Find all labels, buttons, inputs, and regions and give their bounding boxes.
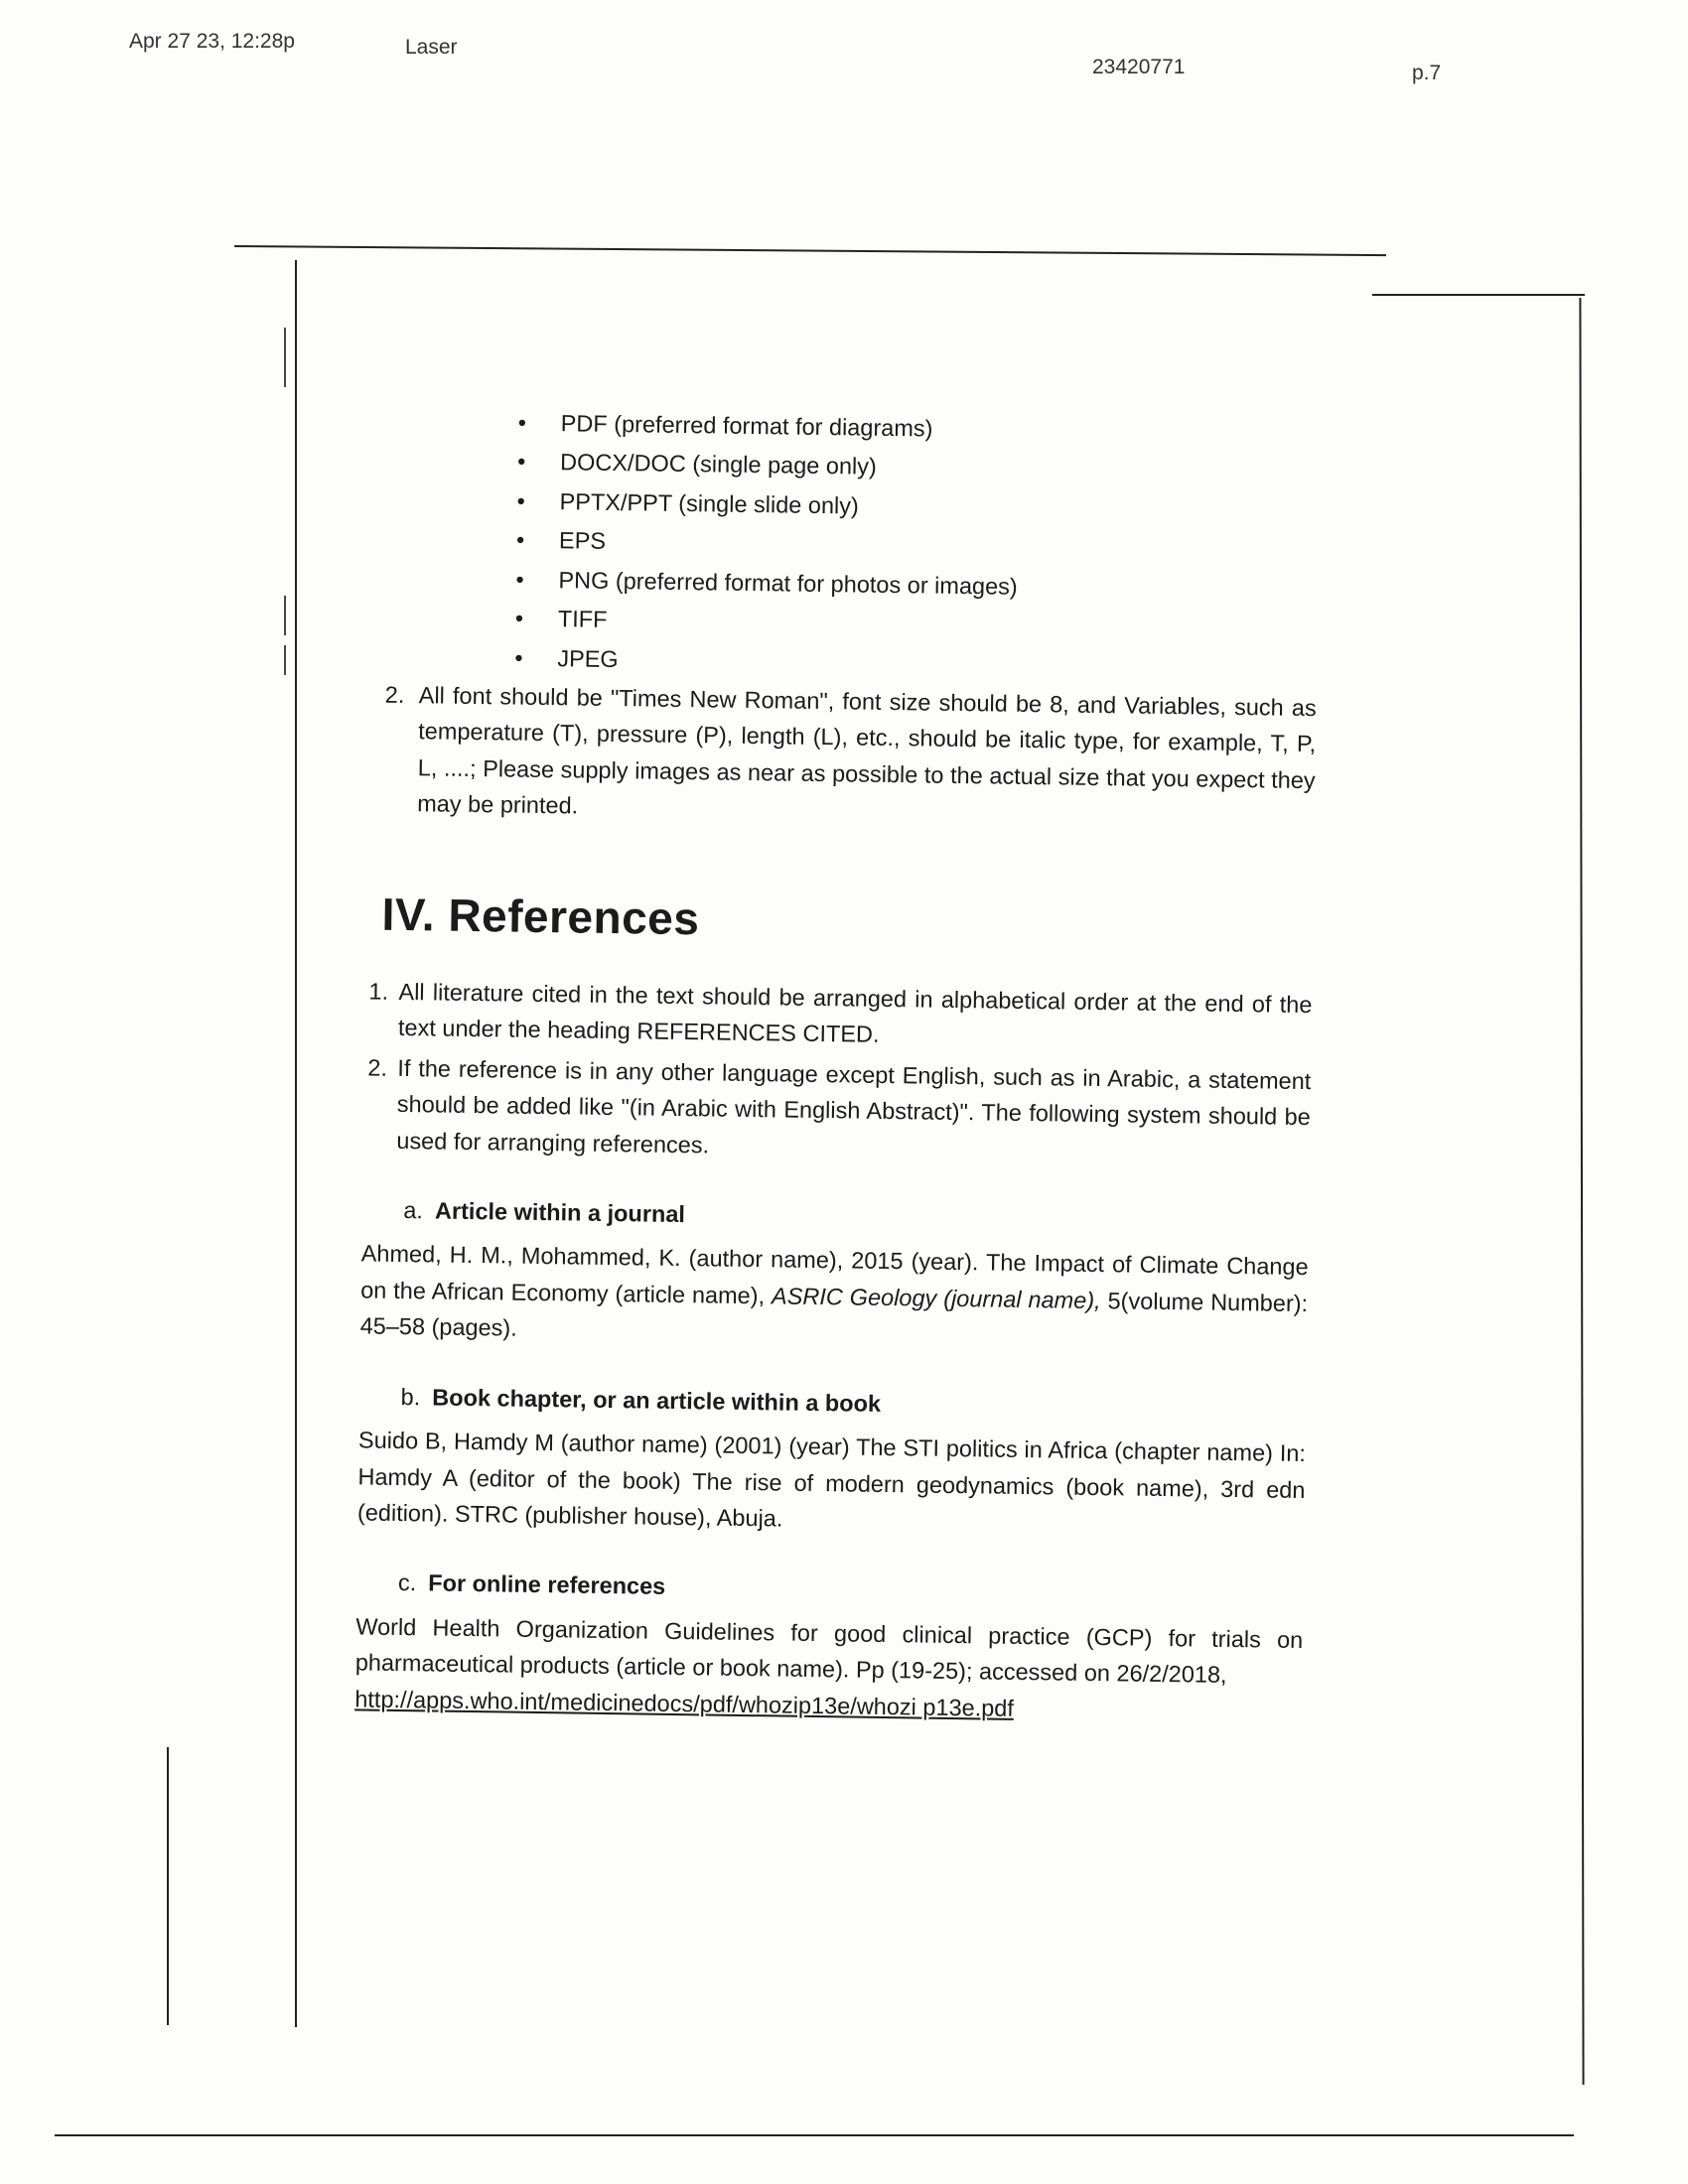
- online-subheading: [398, 1565, 1304, 1613]
- reference-url-link[interactable]: http://apps.who.int/medicinedocs/pdf/whozip13e/whozi p13e.pdf: [354, 1686, 1015, 1721]
- references-heading: IV. References: [381, 887, 700, 944]
- journal-example-text: Ahmed, H. M., Mohammed, K. (author name), 2015 (year). The Impact of Climate Change on the African Economy (article name),: [360, 1240, 1309, 1309]
- format-item-text: EPS: [558, 527, 607, 555]
- journal-example: [359, 1236, 1308, 1358]
- journal-subheading: [403, 1192, 1309, 1241]
- reference-rule-item: [329, 973, 1313, 1059]
- fax-number: 23420771: [1092, 56, 1186, 78]
- reference-rule-text: If the reference is in any other language except English, such as in Arabic, a statement should be added like "(in Arabic with English Abstract)". The following system should be used for arranging references.: [396, 1054, 1312, 1159]
- scan-mark: [284, 328, 286, 387]
- page-border-top: [234, 245, 1386, 256]
- fax-mode: Laser: [405, 36, 458, 59]
- format-item-text: PPTX/PPT (single slide only): [559, 488, 860, 519]
- list-item: • TIFF: [514, 605, 608, 633]
- format-list: [512, 405, 1321, 688]
- fax-date: Apr 27 23, 12:28p: [129, 30, 295, 53]
- book-letter: b.: [400, 1383, 421, 1411]
- format-item-text: JPEG: [557, 644, 619, 672]
- journal-title: Article within a journal: [434, 1197, 686, 1228]
- online-title: For online references: [428, 1570, 666, 1600]
- list-item: • PNG (preferred format for photos or images): [515, 566, 1018, 600]
- book-title: Book chapter, or an article within a book: [432, 1384, 882, 1417]
- reference-rule-number: 1.: [368, 978, 389, 1005]
- format-item-text: TIFF: [557, 606, 608, 633]
- journal-name: ASRIC Geology (journal name),: [771, 1283, 1101, 1313]
- journal-letter: a.: [403, 1197, 424, 1224]
- document-body: [319, 402, 1321, 1730]
- list-item: • JPEG: [514, 644, 619, 672]
- page-border-bottom: [55, 2134, 1574, 2136]
- page-border-top-right: [1372, 294, 1585, 296]
- page-border-left: [295, 260, 297, 2027]
- reference-rule-item: [327, 1049, 1311, 1171]
- online-example-text: World Health Organization Guidelines for good clinical practice (GCP) for trials on pharmaceutical products (article or book name). Pp (19-25); accessed on 26/2/2018,: [354, 1613, 1304, 1689]
- list-item: • PDF (preferred format for diagrams): [517, 409, 933, 442]
- format-item-text: PNG (preferred format for photos or images): [558, 566, 1018, 600]
- online-example: [354, 1608, 1303, 1730]
- reference-rule-number: 2.: [367, 1054, 388, 1081]
- book-subheading: [400, 1379, 1306, 1428]
- online-letter: c.: [397, 1570, 417, 1596]
- scan-mark: [284, 645, 286, 675]
- page-border-right: [1579, 298, 1584, 2085]
- font-rule-paragraph: [332, 676, 1317, 835]
- list-item: • EPS: [515, 526, 607, 555]
- font-rule-text: All font should be "Times New Roman", font size should be 8, and Variables, such as temperature (T), pressure (P), length (L), etc., should be italic type, for example, T, P, L, ....; Please supply images as near as possible to the actual size that you expect they may be printed.: [417, 682, 1317, 819]
- fax-page-number: p.7: [1412, 62, 1442, 84]
- list-item: • PPTX/PPT (single slide only): [516, 487, 860, 519]
- scan-mark: [284, 596, 286, 635]
- page-border-left-outer: [167, 1747, 169, 2025]
- book-example: Suido B, Hamdy M (author name) (2001) (year) The STI politics in Africa (chapter name) In: Hamdy A (editor of the book) The rise of modern geodynamics (book name), 3rd edn (edition). STRC (publisher house), Abuja.: [356, 1427, 1307, 1532]
- reference-rule-text: All literature cited in the text should be arranged in alphabetical order at the end of the text under the heading REFERENCES CITED.: [397, 978, 1313, 1048]
- list-item: • DOCX/DOC (single page only): [516, 449, 877, 480]
- format-item-text: DOCX/DOC (single page only): [559, 449, 877, 480]
- journal-example-volume: 5(volume Number): 45–58 (pages).: [359, 1287, 1309, 1341]
- font-rule-number: 2.: [384, 681, 405, 708]
- format-item-text: PDF (preferred format for diagrams): [560, 410, 933, 442]
